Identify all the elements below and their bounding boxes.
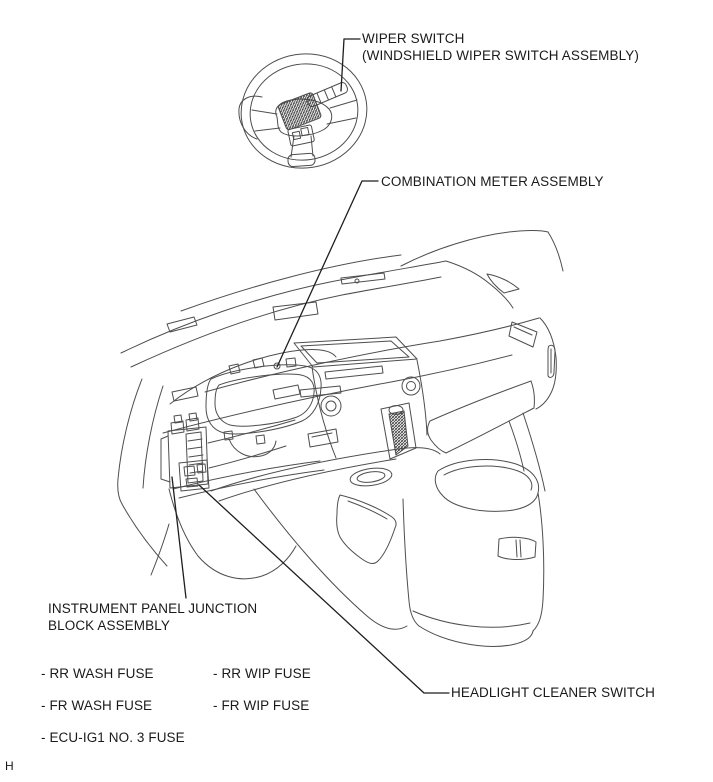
junction-block-label-line1: INSTRUMENT PANEL JUNCTION [48, 601, 258, 616]
combination-meter-label: COMBINATION METER ASSEMBLY [381, 174, 604, 189]
wiper-switch-stalk [278, 81, 349, 146]
headlight-cleaner-label: HEADLIGHT CLEANER SWITCH [451, 685, 655, 700]
page-marker: H [5, 759, 14, 773]
junction-block-label-line2: BLOCK ASSEMBLY [48, 617, 170, 633]
fuse-item-fr-wash: - FR WASH FUSE [41, 698, 153, 713]
wiper-switch-label-line1: WIPER SWITCH [362, 31, 465, 46]
dashboard-body [121, 231, 563, 492]
headlight-cleaner-leader-line [199, 485, 449, 693]
dashboard-line-art [118, 45, 563, 647]
fuse-item-rr-wip: - RR WIP FUSE [213, 666, 311, 681]
wiper-switch-leader-line [341, 39, 360, 91]
junction-block-label [48, 601, 257, 634]
wiper-switch-label [362, 31, 639, 64]
fuse-item-rr-wash: - RR WASH FUSE [41, 666, 154, 681]
wiper-switch-label-line2: (WINDSHIELD WIPER SWITCH ASSEMBLY) [362, 47, 639, 63]
junction-block-leader-line [172, 477, 186, 598]
center-stack [273, 337, 427, 459]
fuse-item-ecu-ig1: - ECU-IG1 NO. 3 FUSE [41, 730, 185, 745]
fuse-item-fr-wip: - FR WIP FUSE [213, 698, 310, 713]
